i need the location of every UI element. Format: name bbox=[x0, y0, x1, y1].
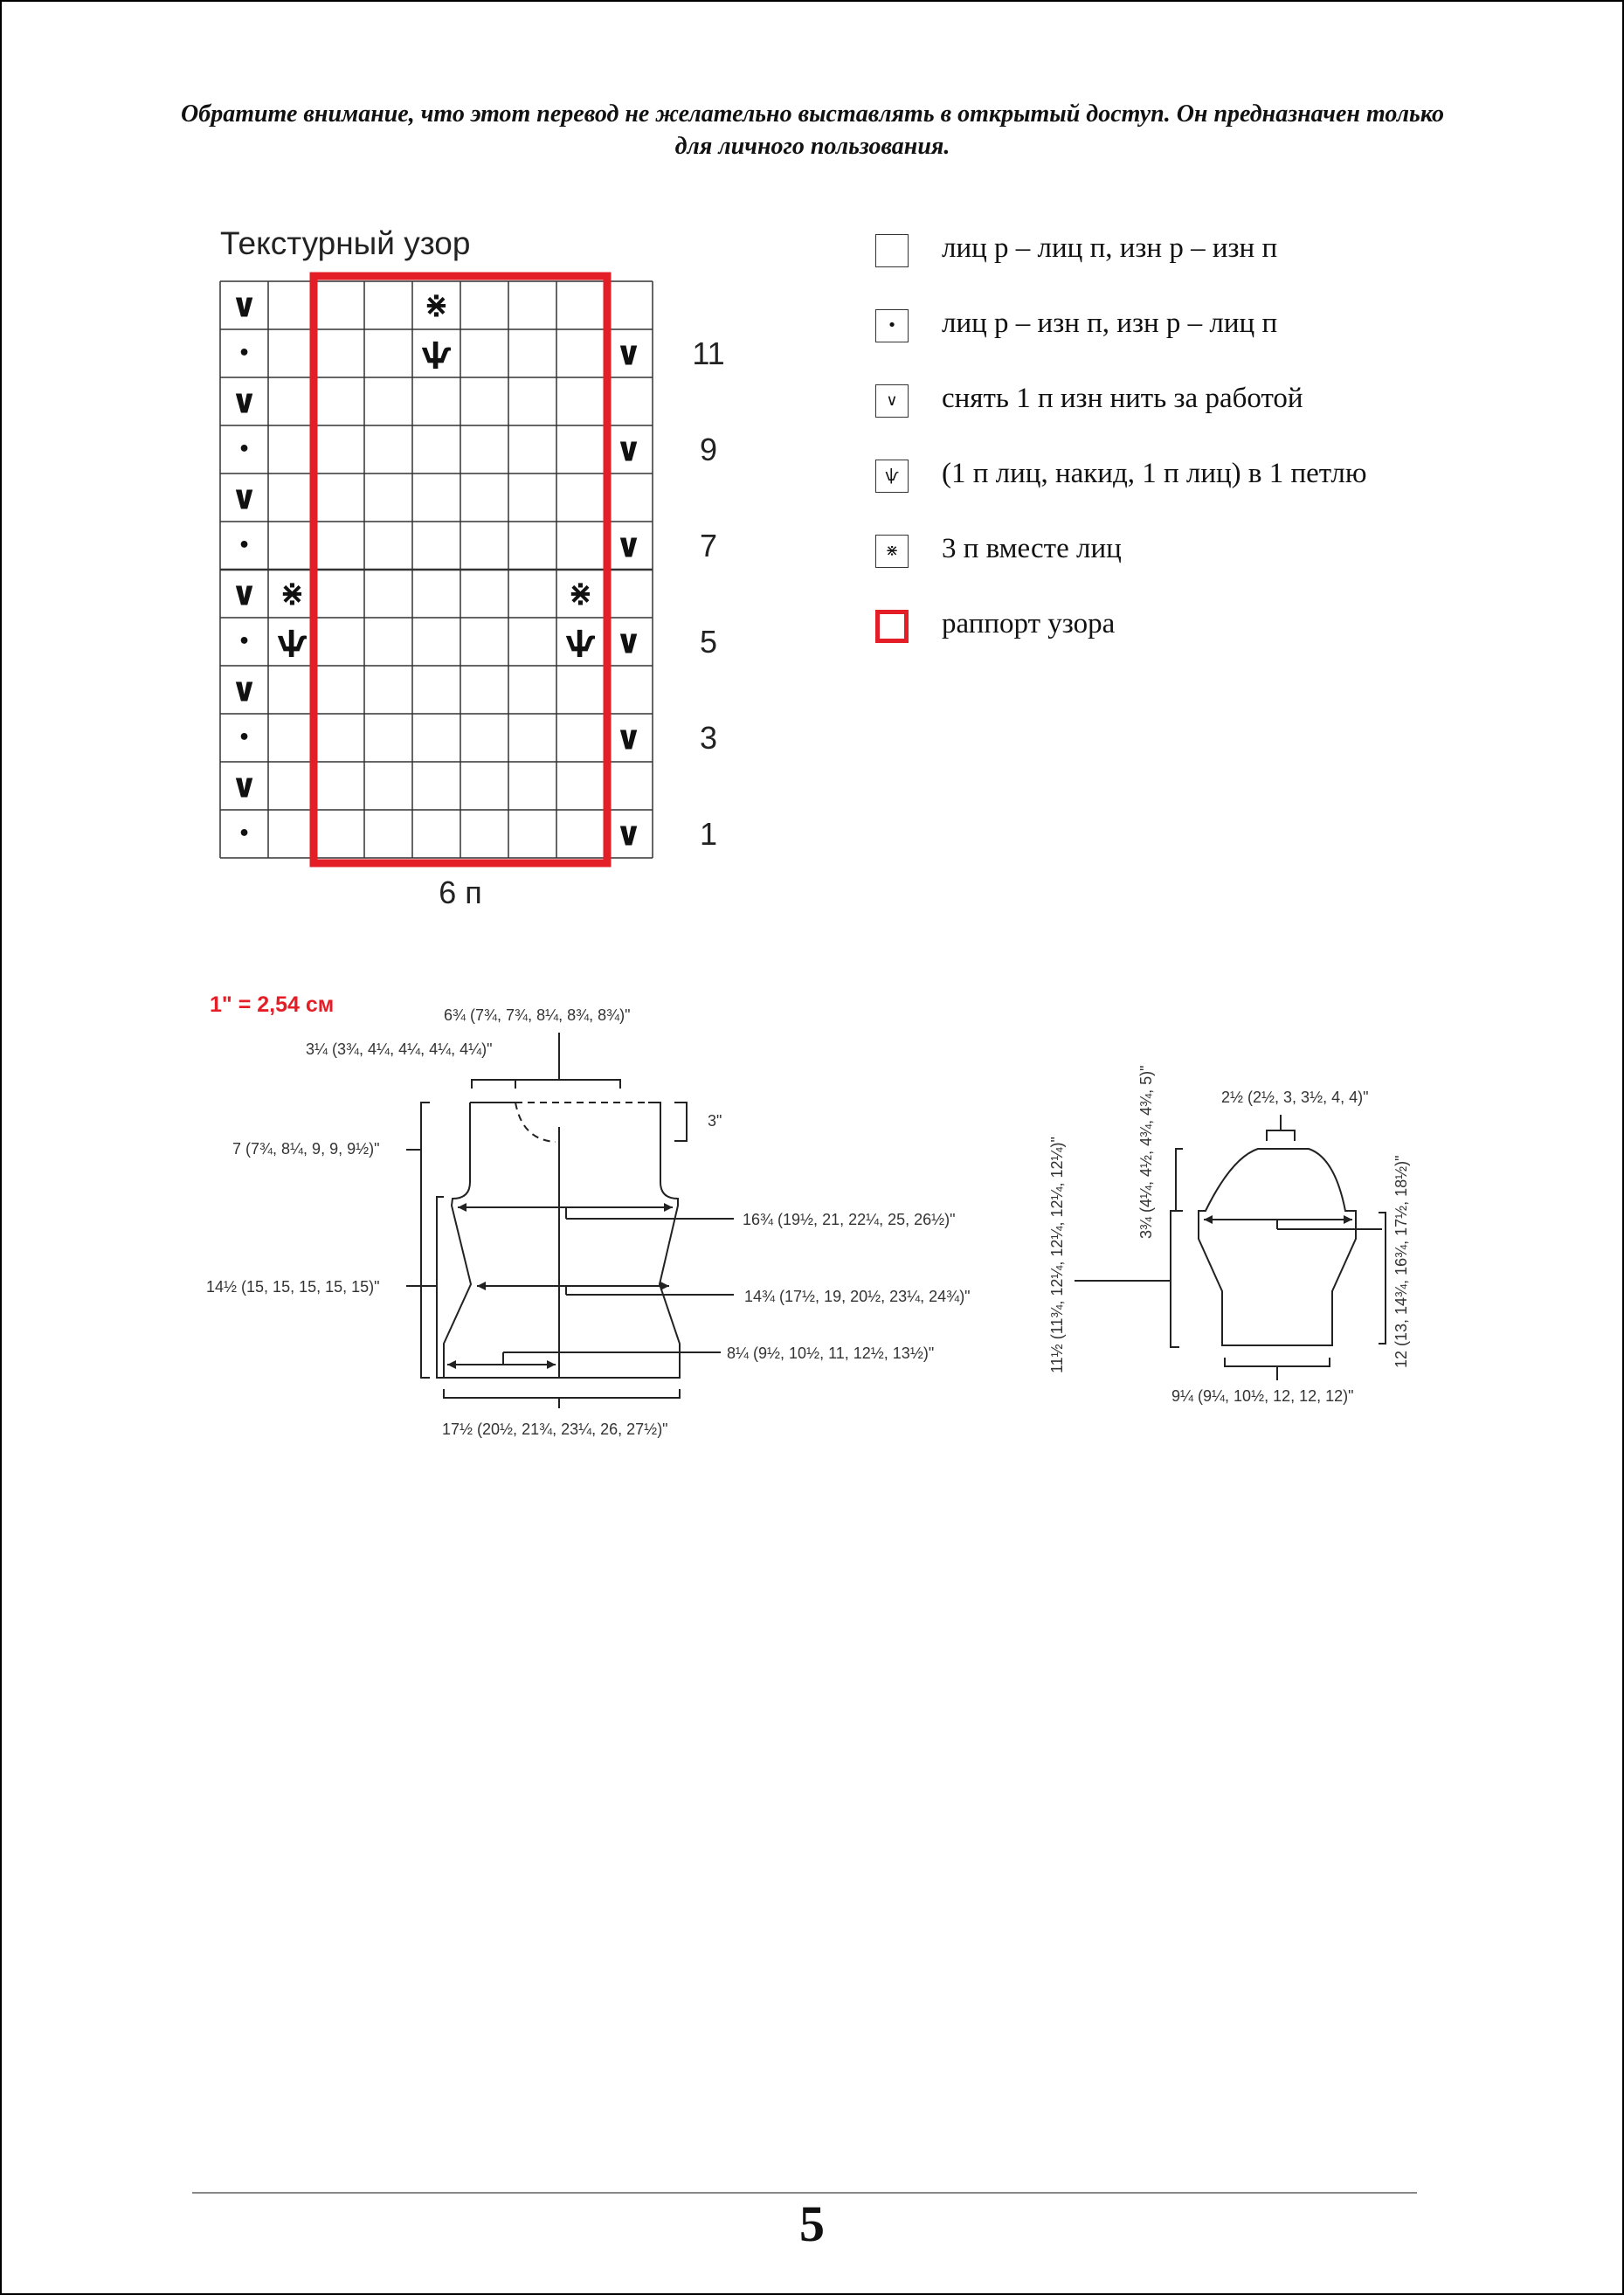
neckline bbox=[515, 1103, 556, 1142]
shoulder-label: 3¼ (3¾, 4¼, 4¼, 4¼, 4¼)" bbox=[306, 1040, 493, 1058]
dot-symbol: • bbox=[238, 535, 251, 556]
legend-label: снять 1 п изн нить за работой bbox=[942, 383, 1303, 414]
dot-symbol: • bbox=[238, 823, 251, 845]
slip-symbol: ∨ bbox=[231, 382, 258, 421]
slip-symbol: ∨ bbox=[615, 526, 642, 565]
row-number: 3 bbox=[699, 720, 718, 756]
k3tog-symbol: ⋇ bbox=[424, 287, 449, 323]
neck-depth-label: 3" bbox=[708, 1112, 722, 1130]
legend-label: лиц р – лиц п, изн р – изн п bbox=[942, 232, 1278, 264]
slip-symbol: ∨ bbox=[615, 430, 642, 469]
footer-divider bbox=[192, 2192, 1417, 2194]
sleeve-top-label: 2½ (2½, 3, 3½, 4, 4)" bbox=[1221, 1089, 1369, 1106]
neck-width-label: 6¾ (7¾, 7¾, 8¼, 8¾, 8¾)" bbox=[444, 1006, 631, 1024]
repeat-width-label: 6 п bbox=[439, 874, 482, 910]
bust-label: 16¾ (19½, 21, 22¼, 25, 26½)" bbox=[743, 1211, 956, 1228]
waist-label: 14¾ (17½, 19, 20½, 23¼, 24¾)" bbox=[744, 1288, 971, 1305]
k3tog-symbol: ⋇ bbox=[568, 576, 593, 612]
slip-symbol: ∨ bbox=[615, 334, 642, 373]
inc3-symbol: ѱ bbox=[277, 625, 308, 659]
k3tog-icon: ⋇ bbox=[875, 535, 909, 568]
chart-title: Текстурный узор bbox=[220, 225, 471, 261]
slip-stitch-icon: ∨ bbox=[875, 384, 909, 418]
dot-symbol: • bbox=[238, 727, 251, 749]
sleeve-outline bbox=[1199, 1149, 1356, 1345]
dot-symbol: • bbox=[238, 439, 251, 460]
length-label: 14½ (15, 15, 15, 15, 15)" bbox=[206, 1278, 380, 1296]
dot-symbol: • bbox=[238, 631, 251, 653]
slip-symbol: ∨ bbox=[231, 766, 258, 805]
body-outline bbox=[444, 1103, 680, 1378]
scale-note: 1" = 2,54 см bbox=[210, 992, 335, 1017]
row-number: 5 bbox=[699, 624, 718, 660]
row-number: 1 bbox=[699, 816, 718, 852]
row-number: 7 bbox=[699, 528, 718, 563]
upper-arm-label: 12 (13, 14¾, 16¾, 17½, 18½)" bbox=[1392, 1155, 1410, 1368]
increase-icon: ѱ bbox=[875, 460, 909, 493]
slip-symbol: ∨ bbox=[231, 478, 258, 517]
armhole-label: 7 (7¾, 8¼, 9, 9, 9½)" bbox=[232, 1140, 380, 1158]
page-number: 5 bbox=[799, 2195, 825, 2252]
copyright-notice: Обратите внимание, что этот перевод не желательно выставлять в открытый доступ. Он предназначен только для личного пользования. bbox=[181, 100, 1444, 160]
legend-label: раппорт узора bbox=[942, 608, 1116, 639]
k3tog-symbol: ⋇ bbox=[280, 576, 305, 612]
cap-height-label: 3¾ (4¼, 4½, 4¾, 4¾, 5)" bbox=[1137, 1065, 1155, 1239]
legend-label: (1 п лиц, накид, 1 п лиц) в 1 петлю bbox=[942, 458, 1367, 489]
slip-symbol: ∨ bbox=[231, 574, 258, 613]
cuff-label: 9¼ (9¼, 10½, 12, 12, 12)" bbox=[1171, 1387, 1354, 1405]
front-panel-label: 8¼ (9½, 10½, 11, 12½, 13½)" bbox=[727, 1345, 935, 1362]
row-number: 11 bbox=[692, 335, 725, 371]
slip-symbol: ∨ bbox=[231, 670, 258, 709]
hem-label: 17½ (20½, 21¾, 23¼, 26, 27½)" bbox=[442, 1421, 668, 1438]
slip-symbol: ∨ bbox=[615, 814, 642, 854]
slip-symbol: ∨ bbox=[615, 718, 642, 757]
row-number: 9 bbox=[699, 432, 718, 467]
inc3-symbol: ѱ bbox=[421, 336, 452, 370]
inc3-symbol: ѱ bbox=[565, 625, 596, 659]
dot-symbol: • bbox=[238, 342, 251, 364]
legend-label: 3 п вместе лиц bbox=[942, 533, 1122, 564]
sleeve-length-label: 11½ (11¾, 12¼, 12¼, 12¼, 12¼)" bbox=[1048, 1137, 1066, 1373]
slip-symbol: ∨ bbox=[231, 286, 258, 325]
legend-label: лиц р – изн п, изн р – лиц п bbox=[942, 308, 1278, 339]
slip-symbol: ∨ bbox=[615, 622, 642, 661]
dot-icon: • bbox=[875, 309, 909, 342]
